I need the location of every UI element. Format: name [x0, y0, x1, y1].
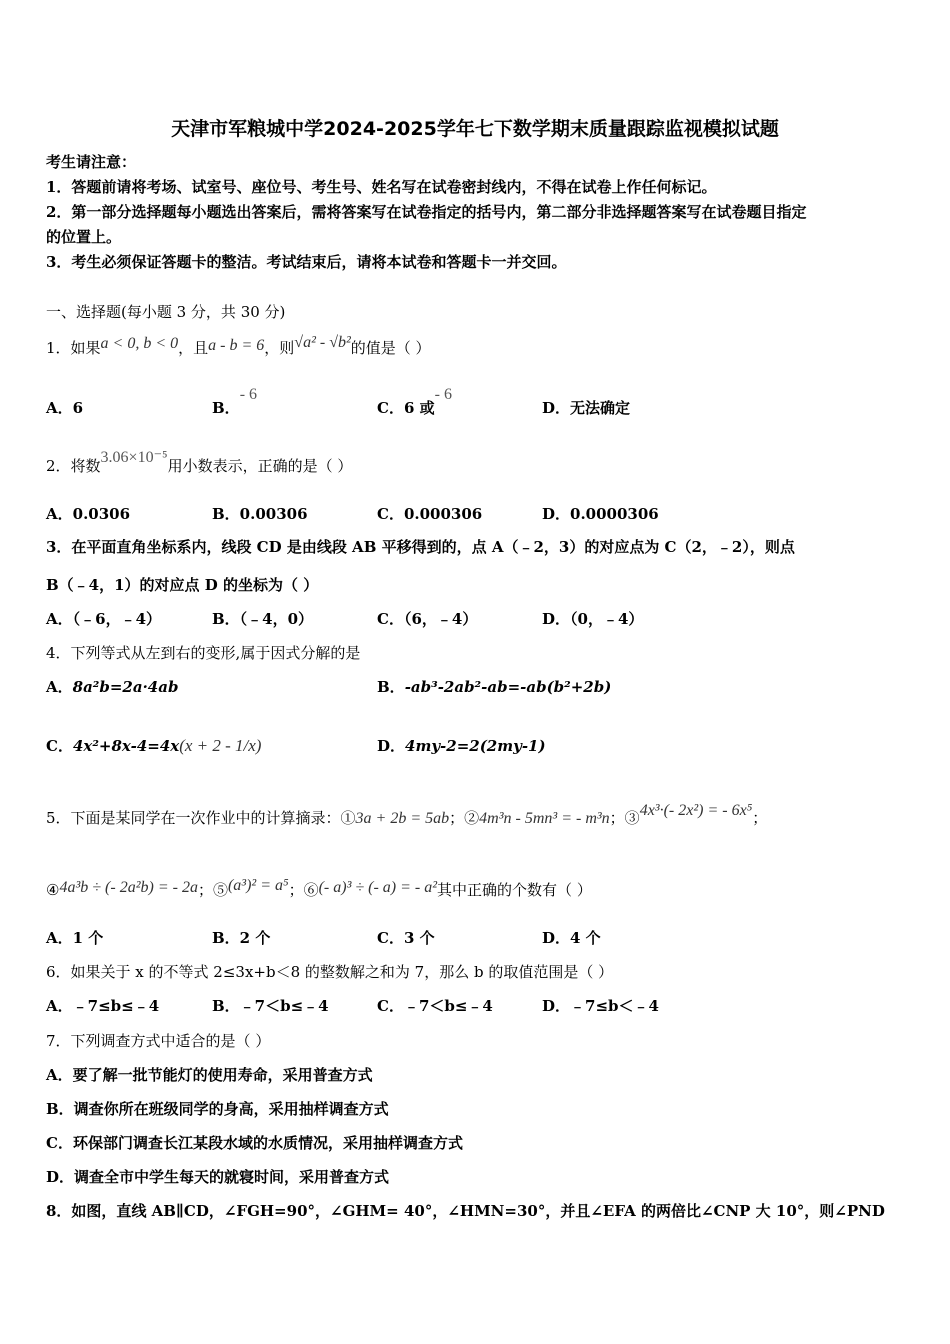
- q6-option-b: B．﹣7＜b≤﹣4: [212, 997, 329, 1015]
- q1-text-1: 1．如果: [46, 339, 101, 357]
- q5-option-c: C．3 个: [377, 929, 435, 947]
- q1-option-c-label: C．6 或: [377, 399, 435, 417]
- question-1: [46, 334, 431, 359]
- q1-option-a: A．6: [46, 399, 84, 417]
- question-2: [46, 449, 353, 477]
- q5-math-5: (a³)² = a⁵: [227, 877, 289, 894]
- q4-option-a-expr: 8a²b=2a·4ab: [72, 678, 179, 696]
- q6-option-c: C．﹣7＜b≤﹣4: [377, 997, 493, 1015]
- notice-heading: 考生请注意：: [46, 153, 137, 171]
- q7-option-b: B．调查你所在班级同学的身高，采用抽样调查方式: [46, 1100, 389, 1118]
- q4-option-d-label: D．: [377, 737, 406, 755]
- q1-text-2: ，且: [178, 339, 209, 357]
- question-5-line-2: [46, 877, 592, 901]
- q4-option-d-expr: 4my-2=2(2my-1): [405, 737, 546, 755]
- q5-text-8: 其中正确的个数有（ ）: [437, 881, 592, 899]
- q5-math-1: 3a + 2b = 5ab: [355, 810, 450, 827]
- q4-option-c-paren: (x + 2 - 1/x): [179, 736, 262, 755]
- q1-option-c: [377, 386, 452, 419]
- q2-option-b: B．0.00306: [212, 505, 308, 523]
- q1-option-c-math: - 6: [434, 386, 452, 403]
- question-4: 4．下列等式从左到右的变形,属于因式分解的是: [46, 644, 361, 662]
- q1-option-b-label: B．: [212, 399, 240, 417]
- q4-option-c: [46, 736, 261, 756]
- q2-option-a: A．0.0306: [46, 505, 131, 523]
- q3-option-a: A．（﹣6，﹣4）: [46, 610, 162, 628]
- q5-math-6: (- a)³ ÷ (- a) = - a²: [318, 879, 438, 896]
- q5-option-d: D．4 个: [542, 929, 601, 947]
- q2-option-c: C．0.000306: [377, 505, 483, 523]
- q5-math-2: 4m³n - 5mn³ = - m³n: [479, 810, 610, 827]
- question-6: 6．如果关于 x 的不等式 2≤3x+b＜8 的整数解之和为 7，那么 b 的取值范围是（ ）: [46, 963, 614, 981]
- q4-option-b-label: B．: [377, 678, 405, 696]
- q2-text-2: 用小数表示，正确的是（ ）: [167, 457, 353, 475]
- q1-text-4: 的值是（ ）: [350, 339, 431, 357]
- q1-option-b-math: - 6: [239, 386, 258, 403]
- q7-option-c: C．环保部门调查长江某段水域的水质情况，采用抽样调查方式: [46, 1134, 463, 1152]
- q4-option-a-label: A．: [46, 678, 73, 696]
- q1-math-2: a - b = 6: [208, 337, 265, 354]
- section-heading: 一、选择题(每小题 3 分，共 30 分): [46, 303, 286, 321]
- q5-text-5: ④: [46, 881, 60, 899]
- q4-option-d: [377, 736, 546, 756]
- question-3-line-1: 3．在平面直角坐标系内，线段 CD 是由线段 AB 平移得到的，点 A（﹣2，3）的对应点为 C（2，﹣2），则点: [46, 538, 795, 556]
- q2-text-1: 2．将数: [46, 457, 101, 475]
- notice-item-2b: 的位置上。: [46, 228, 122, 246]
- q1-text-3: ，则: [264, 339, 295, 357]
- notice-item-1: 1．答题前请将考场、试室号、座位号、考生号、姓名写在试卷密封线内，不得在试卷上作任何标记。: [46, 178, 717, 196]
- q5-text-4: ；: [752, 809, 768, 827]
- q1-option-b: [212, 386, 258, 419]
- q3-option-b: B．（﹣4，0）: [212, 610, 314, 628]
- q5-text-1: 5．下面是某同学在一次作业中的计算摘录：①: [46, 809, 356, 827]
- notice-item-3: 3．考生必须保证答题卡的整洁。考试结束后，请将本试卷和答题卡一并交回。: [46, 253, 567, 271]
- q5-text-6: ；⑤: [197, 881, 228, 899]
- q5-math-4: 4a³b ÷ (- 2a²b) = - 2a: [59, 879, 198, 896]
- q4-option-b: [377, 677, 611, 697]
- q5-option-a: A．1 个: [46, 929, 104, 947]
- q5-text-2: ；②: [449, 809, 480, 827]
- q3-option-c: C．（6，﹣4）: [377, 610, 478, 628]
- q1-math-3: √a² - √b²: [294, 334, 351, 351]
- q6-option-d: D．﹣7≤b＜﹣4: [542, 997, 659, 1015]
- q2-math-1: 3.06×10⁻⁵: [100, 449, 168, 466]
- q4-option-a: [46, 677, 178, 697]
- question-3-line-2: B（﹣4，1）的对应点 D 的坐标为（ ）: [46, 576, 319, 594]
- q6-option-a: A．﹣7≤b≤﹣4: [46, 997, 160, 1015]
- q2-option-d: D．0.0000306: [542, 505, 659, 523]
- question-5-line-1: [46, 802, 768, 829]
- page-title: 天津市军粮城中学2024-2025学年七下数学期末质量跟踪监视模拟试题: [171, 118, 779, 140]
- q1-option-d: D．无法确定: [542, 399, 631, 417]
- q7-option-d: D．调查全市中学生每天的就寝时间，采用普查方式: [46, 1168, 390, 1186]
- question-7: 7．下列调查方式中适合的是（ ）: [46, 1032, 271, 1050]
- notice-item-2a: 2．第一部分选择题每小题选出答案后，需将答案写在试卷指定的括号内，第二部分非选择题答案写在试卷题目指定: [46, 203, 807, 221]
- q4-option-c-expr: 4x²+8x-4=4x: [72, 737, 180, 755]
- q1-math-1: a < 0, b < 0: [100, 335, 179, 352]
- question-8: 8．如图，直线 AB∥CD，∠FGH=90°，∠GHM= 40°，∠HMN=30°，并且∠EFA 的两倍比∠CNP 大 10°，则∠PND: [46, 1202, 885, 1220]
- q4-option-b-expr: -ab³-2ab²-ab=-ab(b²+2b): [404, 678, 612, 696]
- q7-option-a: A．要了解一批节能灯的使用寿命，采用普查方式: [46, 1066, 373, 1084]
- q5-text-7: ；⑥: [288, 881, 319, 899]
- q3-option-d: D．（0，﹣4）: [542, 610, 644, 628]
- q5-text-3: ；③: [609, 809, 640, 827]
- q5-math-3: 4x³·(- 2x²) = - 6x⁵: [639, 802, 753, 819]
- q5-option-b: B．2 个: [212, 929, 271, 947]
- q4-option-c-label: C．: [46, 737, 73, 755]
